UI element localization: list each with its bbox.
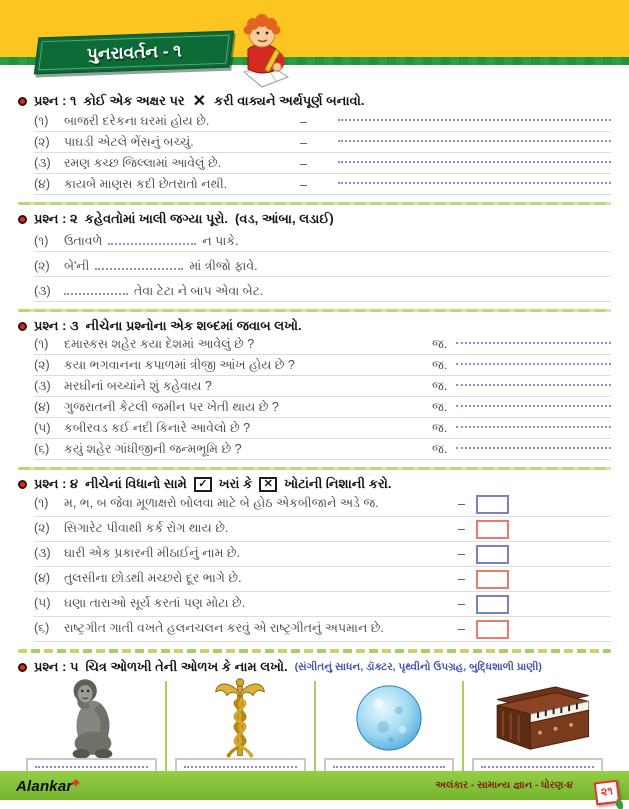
question-4-section [18,476,611,642]
answer-prefix: જ. [432,379,448,393]
answer-prefix: જ. [432,442,448,456]
q1-item-row [34,153,611,174]
item-text: ઘારી એક પ્રકારની મીઠાઈનું નામ છે. [64,545,241,560]
answer-line[interactable] [456,426,611,428]
book-info: અલંકાર - સામાન્ય જ્ઞાન - ધોરણ-૪ [435,780,573,791]
answer-line[interactable] [338,182,611,184]
fill-blank-line[interactable] [64,285,128,295]
chimpanzee-image [60,683,122,753]
q2-item-row [34,252,611,277]
item-text-after: તેવા ટેટા ને બાપ એવા બેટ. [134,284,264,298]
item-number: (૧) [34,337,49,351]
q4-item-row [34,567,611,592]
question-2-word-bank: (વડ, આંબા, લડાઈ) [235,211,334,226]
worksheet-content [0,91,629,794]
item-number: (૫) [34,421,51,435]
q3-item-row [34,334,611,355]
answer-line[interactable] [456,363,611,365]
harmonium-image [479,683,597,753]
q2-item-row [34,227,611,252]
question-2-text: કહેવતોમાં ખાલી જગ્યા પૂરો. [84,211,229,226]
q4-item-row [34,617,611,642]
checked-box-icon: ✓ [194,477,212,492]
answer-checkbox[interactable] [476,495,509,514]
item-text: રાષ્ટ્રગીત ગાતી વખતે હલનચલન કરવું એ રાષ્ટ્રગીતનું અપમાન છે. [64,620,384,635]
dash: – [458,572,465,586]
leaf-icon [614,799,626,809]
answer-dots [35,766,148,768]
question-2-section [18,211,611,302]
item-text-after: માં ત્રીજો ફાવે. [189,259,258,273]
fill-blank-line[interactable] [108,235,196,245]
q4-item-row [34,492,611,517]
q4-item-row [34,542,611,567]
item-text: ગુજરાતની કેટલી જમીન પર ખેતી થાય છે ? [64,400,279,414]
item-text: સિગારેટ પીવાથી કર્ક રોગ થાય છે. [64,520,229,535]
question-1-title [18,91,611,111]
item-text: કાયબે માણસ કદી છેતરાતો નથી. [64,177,228,191]
chapter-ribbon [34,30,234,74]
answer-line[interactable] [456,342,611,344]
dash: – [458,597,465,611]
answer-checkbox[interactable] [476,570,509,589]
q3-item-row [34,439,611,460]
question-bullet-icon [18,480,27,489]
question-4-label: પ્રશ્ન : ૪ [34,476,79,491]
q3-item-row [34,418,611,439]
question-3-label: પ્રશ્ન : ૩ [34,318,79,333]
item-number: (૧) [34,114,49,128]
item-number: (૩) [34,545,51,560]
item-text: પાઘડી એટલે ભેંસનું બચ્ચું. [64,135,194,149]
publisher-logo [16,777,80,795]
item-text: કબીરવડ કઈ નદી કિનારે આવેલો છે ? [64,421,251,435]
item-text: મ, ભ, બ જેવા મૂળાક્ષરો બોલવા માટે બે હોઠ એકબીજાને અડે જ. [64,495,379,510]
question-4-title [18,476,611,492]
answer-checkbox[interactable] [476,520,509,539]
question-1-text-after: કરી વાક્યને અર્થપૂર્ણ બનાવો. [214,93,365,108]
answer-prefix: જ. [432,400,448,414]
question-5-text: ચિત્ર ઓળખી તેની ઓળખ કે નામ લખો. [85,659,288,674]
item-number: (૪) [34,400,51,414]
item-text: તુલસીના છોડથી મચ્છરો દૂર ભાગે છે. [64,570,242,585]
q2-item-row [34,277,611,302]
question-4-text: નીચેનાં વિધાનો સામે [85,476,187,491]
chapter-title: પુનરાવર્તન - ૧ [86,40,182,64]
answer-checkbox[interactable] [476,545,509,564]
item-number: (૩) [34,379,51,393]
question-bullet-icon [18,97,27,106]
caduceus-image [211,683,269,753]
item-number: (૫) [34,595,51,610]
question-3-title [18,318,611,334]
question-5-title [18,659,611,675]
answer-dots [481,766,594,768]
dash: – [458,622,465,636]
writing-child-icon [218,12,306,101]
item-number: (૧) [34,495,49,510]
answer-prefix: જ. [432,421,448,435]
question-2-items [34,227,611,302]
item-number: (૪) [34,570,51,585]
item-text: દમાસ્કસ શહેર કયા દેશમાં આવેલું છે ? [64,337,255,351]
question-3-text: નીચેના પ્રશ્નોના એક શબ્દમાં જવાબ લખો. [85,318,302,333]
answer-line[interactable] [456,447,611,449]
item-number: (૩) [34,284,51,298]
item-number: (૪) [34,177,51,191]
publisher-logo-text: Alankar [16,777,73,795]
dash: – [300,136,307,150]
question-3-section [18,318,611,460]
dash: – [458,497,465,511]
dash: – [458,547,465,561]
answer-prefix: જ. [432,358,448,372]
question-bullet-icon [18,215,27,224]
question-2-title [18,211,611,227]
q1-item-row [34,132,611,153]
item-text: બાજરી દરેકના ઘરમાં હોય છે. [64,114,210,128]
question-5-word-bank: (સંગીતનું સાધન, ડૉક્ટર, પૃથ્વીનો ઉપગ્રહ, બુદ્ધિશાળી પ્રાણી) [294,660,542,673]
item-text-after: ન પાકે. [202,234,239,248]
section-divider [18,202,611,205]
question-4-items [34,492,611,642]
chapter-banner [30,24,320,90]
question-bullet-icon [18,663,27,672]
section-divider [18,309,611,312]
q4-item-row [34,592,611,617]
item-text: કયું શહેર ગાંધીજીની જન્મભૂમિ છે ? [64,442,242,456]
moon-image [354,683,424,753]
item-number: (૨) [34,520,50,535]
question-1-text: કોઈ એક અક્ષર પર [83,93,185,108]
answer-line[interactable] [338,140,611,142]
crossed-box-icon: ✕ [259,477,277,492]
footer-bar [0,771,629,800]
item-number: (૬) [34,620,50,635]
item-text: મરઘીનાં બચ્ચાંને શું કહેવાય ? [64,379,212,393]
answer-line[interactable] [338,119,611,121]
answer-dots [333,766,446,768]
item-number: (૨) [34,259,50,273]
q3-item-row [34,397,611,418]
q1-item-row [34,111,611,132]
question-1-label: પ્રશ્ન : ૧ [34,93,77,108]
dash: – [300,157,307,171]
item-text-before: ઉતાવળે [64,234,103,248]
item-number: (૨) [34,135,50,149]
item-number: (૨) [34,358,50,372]
q3-item-row [34,376,611,397]
answer-line[interactable] [456,384,611,386]
item-number: (૩) [34,156,51,170]
answer-prefix: જ. [432,337,448,351]
item-number: (૬) [34,442,50,456]
question-3-items [34,334,611,460]
answer-dots [184,766,297,768]
answer-line[interactable] [338,161,611,163]
item-text: ઘણા તારાઓ સૂર્ય કરતાં પણ મોટા છે. [64,595,246,610]
page-number: ૨૧ [600,785,614,799]
question-1-section [18,91,611,195]
dash: – [300,178,307,192]
dash: – [458,522,465,536]
dash: – [300,115,307,129]
question-bullet-icon [18,322,27,331]
question-4-text-mid: ખરાં કે [218,476,253,491]
q3-item-row [34,355,611,376]
item-text: રમણ કચ્છ જિલ્લામાં આવેલું છે. [64,156,222,170]
cross-mark-icon: ✕ [192,93,207,110]
answer-line[interactable] [456,405,611,407]
fill-blank-line[interactable] [95,260,183,270]
logo-accent-icon: ◆ [72,776,80,787]
question-4-text-after: ખોટાંની નિશાની કરો. [284,476,392,491]
item-text-before: બે'ની [64,259,90,273]
question-5-label: પ્રશ્ન : ૫ [34,659,79,674]
q1-item-row [34,174,611,195]
answer-checkbox[interactable] [476,595,509,614]
question-2-label: પ્રશ્ન : ૨ [34,211,78,226]
answer-checkbox[interactable] [476,620,509,639]
item-text: કયા ભગવાનના કપાળમાં ત્રીજી આંખ હોય છે ? [64,358,295,372]
item-number: (૧) [34,234,49,248]
section-divider-dashed [18,649,611,653]
section-divider [18,467,611,470]
question-1-items [34,111,611,195]
q4-item-row [34,517,611,542]
